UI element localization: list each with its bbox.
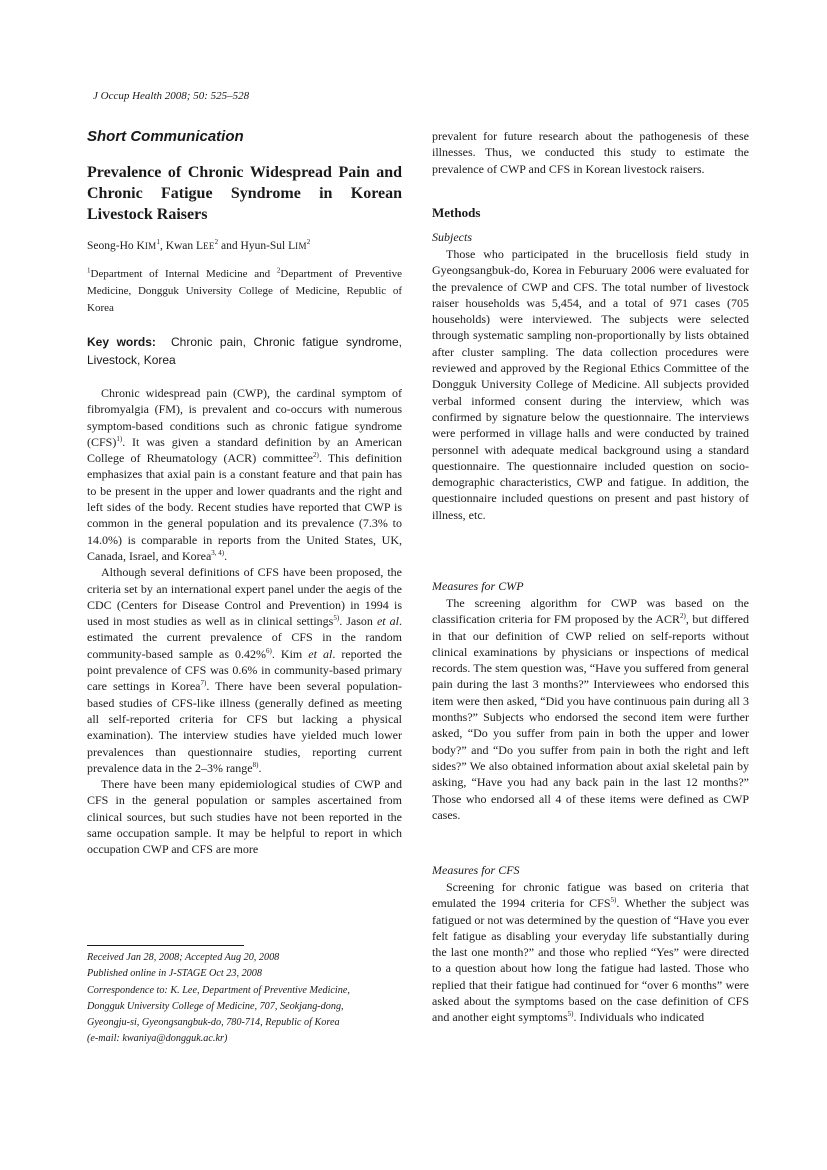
keywords [87,333,402,369]
affiliation: $^1$Department of Internal Medicine and $^2$Department of Preventive Medicine, Dongguk University College of Medicine, Republic of Korea [87,266,402,314]
journal-citation: J Occup Health 2008; 50: 525–528 [93,90,250,102]
methods-heading: Methods [432,205,481,220]
cfs-paragraph: Screening for chronic fatigue was based on criteria that emulated the 1994 criteria for CFS$^{5)}$. Whether the subject was fatigued or not was determined by the question of “Have you ever felt fatigue as disabling your everyday life substantially during the last one month?” and those who replied “Yes” were directed to a question about how long the fatigue had lasted. Those who replied that their fatigue had continued for “over 6 months” were asked about the symptoms based on the case definition of CFS and another eight symptoms$^{5)}$. Individuals who indicated [432,880,749,1025]
correspondence-email: (e-mail: kwaniya@dongguk.ac.kr) [87,1033,228,1045]
author-3: Hyun-Sul LIM$^2$ [240,238,311,252]
correspondence-line-3: Gyeongju-si, Gyeongsangbuk-do, 780-714, Republic of Korea [87,1017,340,1029]
received-date: Received Jan 28, 2008; Accepted Aug 20, 2008 [87,952,280,963]
cwp-paragraph: The screening algorithm for CWP was based on the classification criteria for FM proposed by the ACR$^{2)}$, but differed in that our definition of CWP relied on self-reports without clinical examinations by physicians or inspections of medical records. The stem question was, “Have you suffered from general pain during the last 3 months?” Interviewees who endorsed this item were then asked, “Did you have continuous pain during all 3 months?” Subjects who endorsed the second item were further asked, “Do you suffer from pain in both the upper and lower body?” and “Do you suffer from pain in both the right and left sides?” We also obtained information about axial skeletal pain by asking, “Have you had any back pain in the last 12 months?” Those who endorsed all 4 of these items were defined as CWP cases. [432,596,749,822]
article-type-label: Short Communication [87,128,244,145]
cwp-heading: Measures for CWP [432,579,524,593]
author-list: Seong-Ho KIM$^1$, Kwan LEE$^2$ and Hyun-Sul LIM$^2$ [87,238,311,252]
cfs-section [432,879,749,1026]
subjects-paragraph: Those who participated in the brucellosis field study in Gyeongsangbuk-do, Korea in Feburuary 2006 were evaluated for the prevalence of CWP and CFS. The total number of livestock raiser households was 5,454, and a total of 971 cases (705 households) were interviewed. The subjects were selected through systematic sampling non-proportionally by lists obtained after cluster sampling. The data collection procedures were reviewed and approved by the Regional Ethics Committee of the Dongguk University College of Medicine. All subjects provided verbal informed consent during the interview, which was confirmed by signature below the questionnaire. The interviews were performed in village halls and were conducted by trained personnel with adequate medical background using a standard questionnaire. The questionnaire included question on socio-demographic characteristics, CWP and fatigue. In addition, the questionnaire included questions on present and past history of illness, etc. [432,247,749,522]
footnote-divider [87,945,244,946]
intro-paragraph-1: Chronic widespread pain (CWP), the cardinal symptom of fibromyalgia (FM), is prevalent and co-occurs with numerous symptom-based conditions such as chronic fatigue syndrome (CFS)$^{1)}$. It was given a standard definition by an American College of Rheumatology (ACR) committee$^{2)}$. This definition emphasizes that axial pain is a constant feature and that pain has to be present in the upper and lower quadrants and the right and left sides of the body. Recent studies have reported that CWP is common in the general population and its prevalence (7.3% to 14.0%) is comparable in reports from the United States, UK, Canada, Israel, and Korea$^{3, 4)}$. [87,386,402,563]
keywords-label: Key words: [87,335,156,349]
correspondence-line-1: Correspondence to: K. Lee, Department of Preventive Medicine, [87,984,350,996]
author-2: Kwan LEE$^2$ [165,238,219,252]
subjects-heading: Subjects [432,230,472,244]
cfs-heading: Measures for CFS [432,863,520,877]
published-date: Published online in J-STAGE Oct 23, 2008 [87,968,262,980]
subjects-section [432,246,749,523]
intro-paragraph-3: There have been many epidemiological studies of CWP and CFS in the general population or samples ascertained from clinical sources, but such studies have not been reported in the same occupation sample. It may be helpful to report in which occupation CWP and CFS are more [87,777,402,857]
author-1: Seong-Ho KIM$^1$ [87,238,160,252]
footnotes [87,950,402,1048]
keywords-text: Chronic pain, Chronic fatigue syndrome, Livestock, Korea [87,335,402,367]
article-title: Prevalence of Chronic Widespread Pain and Chronic Fatigue Syndrome in Korean Livestock Raisers [87,164,402,223]
cwp-section [432,595,749,823]
intro-paragraph-2: Although several definitions of CFS have been proposed, the criteria set by an international expert panel under the aegis of the CDC (Centers for Disease Control and Prevention) in 1994 is used in most studies as well as in clinical settings$^{5)}$. Jason et al. estimated the current prevalence of CFS in the random community-based sample as 0.42%$^{6)}$. Kim et al. reported the point prevalence of CFS was 0.6% in community-based primary care settings in Korea$^{7)}$. There have been several population-based studies of CFS-like illness (generally defined as meeting all self-reported criteria for CFS but lacking a physical examination). The interview studies have yielded much lower prevalences than questionnaire studies, reporting current prevalence data in the 2–3% range$^{8)}$. [87,565,403,775]
intro-continuation: prevalent for future research about the pathogenesis of these illnesses. Thus, we conducted this study to estimate the prevalence of CWP and CFS in Korean livestock raisers. [432,129,749,176]
introduction [87,385,402,858]
correspondence-line-2: Dongguk University College of Medicine, 707, Seokjang-dong, [87,1000,344,1012]
